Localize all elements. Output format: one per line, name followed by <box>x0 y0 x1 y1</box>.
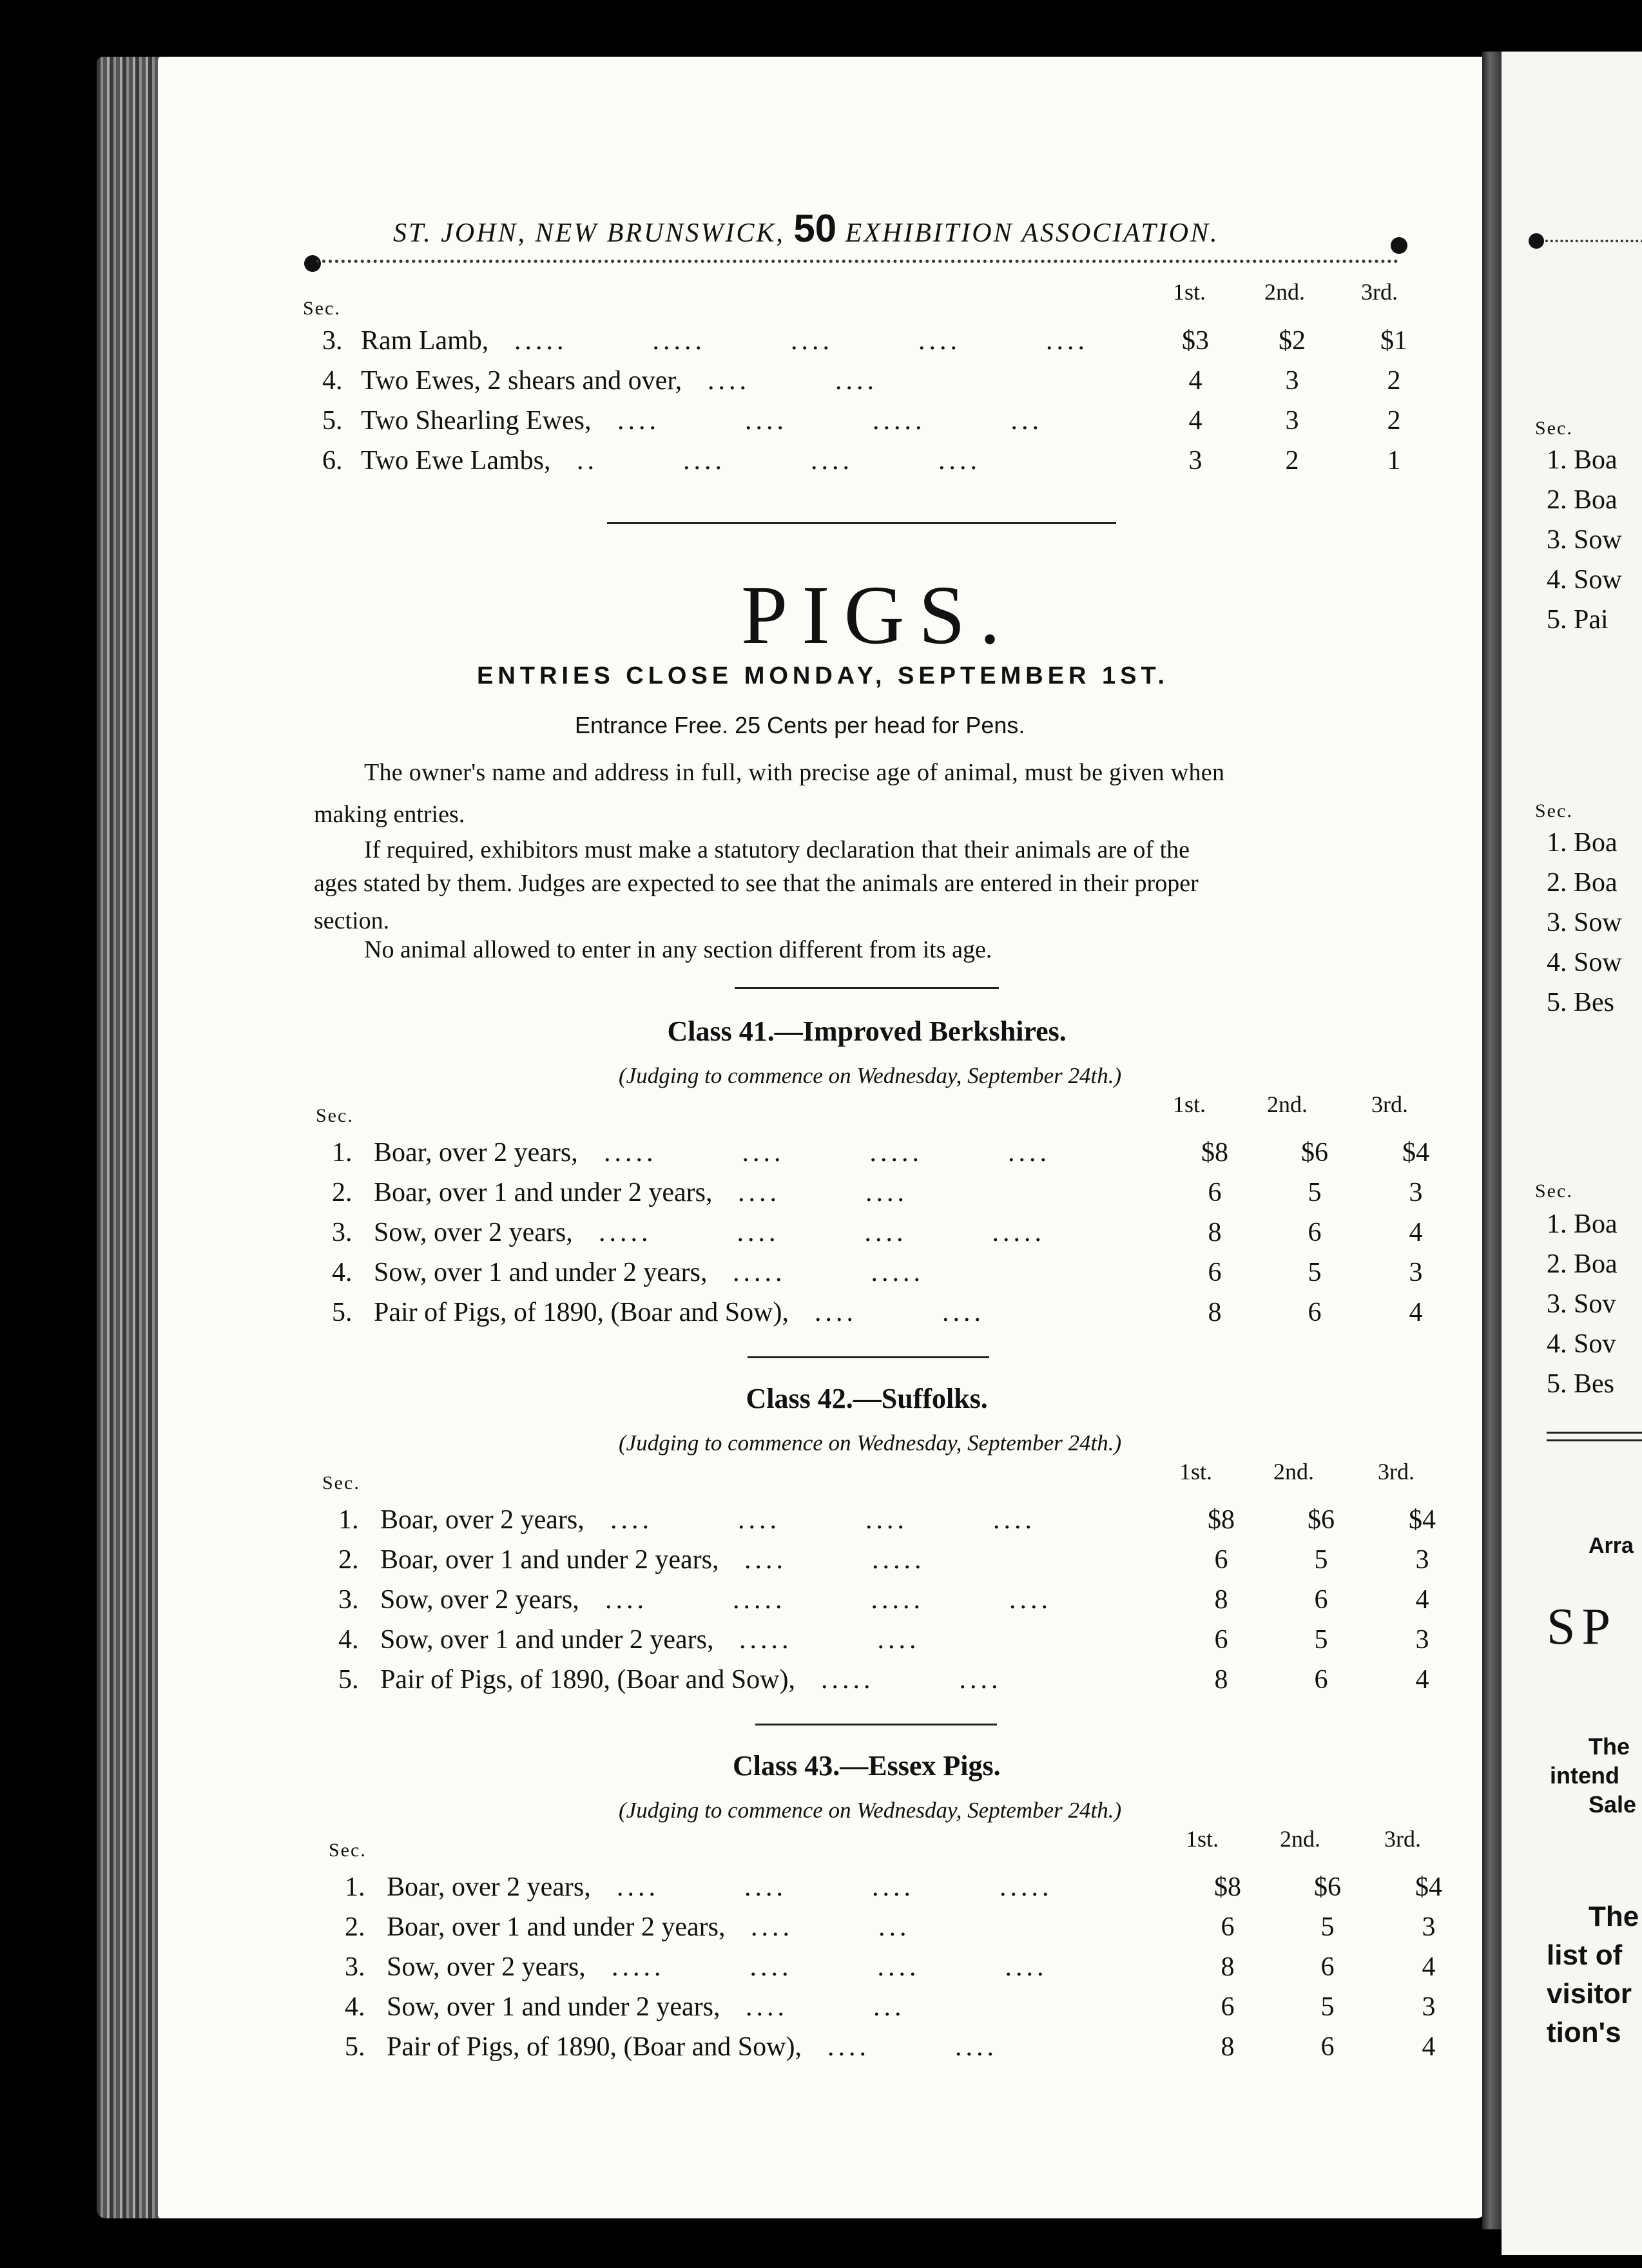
prize-third: 4 <box>1415 1585 1429 1615</box>
prize-second: 5 <box>1314 1545 1328 1575</box>
prize-second: $2 <box>1279 326 1306 356</box>
text-fragment: Sale <box>1589 1791 1637 1818</box>
book-spine <box>1482 52 1502 2229</box>
leader-dots: .... ... <box>746 1992 905 2022</box>
text-fragment: visitor <box>1547 1978 1632 2010</box>
entry-label: Sow, over 1 and under 2 years, <box>387 1992 720 2022</box>
list-item: 1. Boa <box>1547 1209 1618 1239</box>
leader-dots: .... .... .... .... <box>610 1505 1036 1535</box>
section-number: 1. <box>345 1872 365 1902</box>
section-number: 5. <box>322 406 343 436</box>
prize-third: 3 <box>1409 1178 1423 1207</box>
entry-label: Pair of Pigs, of 1890, (Boar and Sow), <box>380 1665 795 1695</box>
leader-dots: .. .... .... .... <box>577 446 981 476</box>
section-number: 1. <box>338 1505 359 1535</box>
list-item: 1. Boa <box>1547 445 1618 475</box>
prize-second: 3 <box>1285 406 1299 436</box>
paragraph-line: section. <box>314 907 390 934</box>
paragraph-line: The owner's name and address in full, with precise age of animal, must be given when <box>364 759 1225 786</box>
prize-first: $3 <box>1182 326 1209 356</box>
paragraph-line: No animal allowed to enter in any section different from its age. <box>364 936 992 963</box>
entry-label: Two Ewe Lambs, <box>361 446 551 476</box>
header-dot-icon <box>304 255 321 272</box>
list-item: 3. Sov <box>1547 1289 1616 1319</box>
entry-label: Sow, over 1 and under 2 years, <box>380 1625 714 1655</box>
entry-label: Two Shearling Ewes, <box>361 406 592 436</box>
prize-third: 3 <box>1409 1258 1423 1287</box>
list-item: 2. Boa <box>1547 485 1618 515</box>
prize-second: 5 <box>1308 1178 1322 1207</box>
class-title: Class 41.—Improved Berkshires. <box>667 1015 1067 1047</box>
prize-first: 8 <box>1221 2032 1235 2062</box>
section-number: 2. <box>338 1545 359 1575</box>
text-fragment: list of <box>1547 1939 1623 1971</box>
entry-label: Boar, over 1 and under 2 years, <box>387 1912 726 1942</box>
paragraph-line: ages stated by them. Judges are expected to see that the animals are entered in their proper <box>314 870 1199 897</box>
list-item: 3. Sow <box>1547 908 1622 937</box>
prize-second: 5 <box>1308 1258 1322 1287</box>
sec-label: Sec. <box>322 1472 360 1494</box>
list-item: 4. Sov <box>1547 1329 1616 1359</box>
section-number: 3. <box>345 1952 365 1982</box>
sec-label: Sec. <box>1535 418 1573 439</box>
prize-third: 4 <box>1422 1952 1436 1982</box>
entry-label: Pair of Pigs, of 1890, (Boar and Sow), <box>387 2032 802 2062</box>
entry-label: Boar, over 2 years, <box>380 1505 584 1535</box>
prize-third: 1 <box>1387 446 1401 476</box>
entry-label: Boar, over 1 and under 2 years, <box>374 1178 713 1207</box>
entry-label: Ram Lamb, <box>361 326 489 356</box>
prize-second: $6 <box>1308 1505 1335 1535</box>
prize-first: 4 <box>1188 406 1203 436</box>
prize-first: 8 <box>1208 1298 1222 1327</box>
prize-first: 6 <box>1214 1545 1228 1575</box>
paragraph-line: If required, exhibitors must make a statutory declaration that their animals are of the <box>364 836 1190 863</box>
header-dot-icon <box>1391 237 1407 254</box>
leader-dots: .... ... <box>751 1912 911 1942</box>
prize-first: 6 <box>1208 1178 1222 1207</box>
prize-first: 6 <box>1221 1992 1235 2022</box>
prize-second: 6 <box>1320 1952 1335 1982</box>
entry-label: Two Ewes, 2 shears and over, <box>361 366 682 396</box>
running-header <box>393 206 1219 251</box>
col-header-3rd: 3rd. <box>1371 1091 1408 1117</box>
prize-third: 4 <box>1409 1298 1423 1327</box>
entry-label: Sow, over 2 years, <box>374 1218 573 1247</box>
page-number: 50 <box>793 207 837 250</box>
leader-dots: .... ..... ..... .... <box>605 1585 1052 1615</box>
list-item: 5. Bes <box>1547 988 1614 1017</box>
col-header-2nd: 2nd. <box>1267 1091 1308 1117</box>
leader-dots: ..... ..... <box>733 1258 924 1287</box>
entry-label: Boar, over 2 years, <box>387 1872 591 1902</box>
col-header-3rd: 3rd. <box>1378 1459 1415 1485</box>
section-number: 5. <box>345 2032 365 2062</box>
prize-first: 8 <box>1214 1665 1228 1695</box>
prize-third: 3 <box>1415 1625 1429 1655</box>
list-item: 4. Sow <box>1547 565 1622 595</box>
col-header-2nd: 2nd. <box>1280 1826 1320 1852</box>
entry-label: Sow, over 2 years, <box>387 1952 586 1982</box>
prize-first: 3 <box>1188 446 1203 476</box>
list-item: 1. Boa <box>1547 828 1618 858</box>
prize-third: 3 <box>1422 1992 1436 2022</box>
prize-second: 3 <box>1285 366 1299 396</box>
judging-note: (Judging to commence on Wednesday, September 24th.) <box>619 1798 1122 1823</box>
list-item: 2. Boa <box>1547 868 1618 898</box>
prize-first: 8 <box>1214 1585 1228 1615</box>
leader-dots: .... .... <box>815 1298 985 1327</box>
prize-third: 4 <box>1422 2032 1436 2062</box>
heading-fragment: SP <box>1547 1599 1617 1655</box>
col-header-1st: 1st. <box>1173 1091 1206 1117</box>
header-dot-icon <box>1529 233 1544 249</box>
leader-dots: .... .... <box>738 1178 908 1207</box>
col-header-2nd: 2nd. <box>1273 1459 1314 1485</box>
list-item: 5. Bes <box>1547 1369 1614 1399</box>
prize-second: 6 <box>1308 1218 1322 1247</box>
book-edge-left <box>97 57 161 2218</box>
sec-label: Sec. <box>316 1105 354 1126</box>
entry-label: Boar, over 1 and under 2 years, <box>380 1545 719 1575</box>
header-rule <box>316 260 1398 263</box>
leader-dots: ..... .... ..... .... <box>604 1138 1050 1168</box>
section-number: 4. <box>338 1625 359 1655</box>
prize-first: $8 <box>1208 1505 1235 1535</box>
col-header-1st: 1st. <box>1179 1459 1213 1485</box>
entries-close-notice: ENTRIES CLOSE MONDAY, SEPTEMBER 1ST. <box>477 662 1170 689</box>
prize-third: 3 <box>1415 1545 1429 1575</box>
leader-dots: ..... .... .... ..... <box>599 1218 1045 1247</box>
prize-first: 4 <box>1188 366 1203 396</box>
section-number: 3. <box>332 1218 353 1247</box>
prize-second: $6 <box>1301 1138 1328 1168</box>
entry-label: Sow, over 2 years, <box>380 1585 579 1615</box>
header-left: ST. JOHN, NEW BRUNSWICK, <box>393 218 785 248</box>
sec-label: Sec. <box>329 1840 367 1861</box>
prize-third: 4 <box>1409 1218 1423 1247</box>
prize-third: 3 <box>1422 1912 1436 1942</box>
divider <box>748 1356 989 1358</box>
paragraph-line: making entries. <box>314 801 465 828</box>
entrance-notice: Entrance Free. 25 Cents per head for Pens. <box>575 712 1025 738</box>
prize-first: 8 <box>1221 1952 1235 1982</box>
entry-label: Sow, over 1 and under 2 years, <box>374 1258 708 1287</box>
col-header-1st: 1st. <box>1173 279 1206 305</box>
prize-second: 5 <box>1314 1625 1328 1655</box>
class-title: Class 43.—Essex Pigs. <box>733 1750 1001 1782</box>
prize-third: $4 <box>1415 1872 1442 1902</box>
prize-first: $8 <box>1214 1872 1241 1902</box>
leader-dots: .... .... <box>827 2032 998 2062</box>
leader-dots: ..... .... <box>739 1625 920 1655</box>
prize-second: 2 <box>1285 446 1299 476</box>
leader-dots: ..... .... .... .... <box>612 1952 1048 1982</box>
prize-second: 5 <box>1320 1992 1335 2022</box>
col-header-1st: 1st. <box>1186 1826 1219 1852</box>
section-number: 5. <box>332 1298 353 1327</box>
prize-first: 8 <box>1208 1218 1222 1247</box>
prize-second: 5 <box>1320 1912 1335 1942</box>
section-number: 3. <box>322 326 343 356</box>
judging-note: (Judging to commence on Wednesday, September 24th.) <box>619 1430 1122 1456</box>
class-title: Class 42.—Suffolks. <box>746 1383 988 1414</box>
prize-third: $4 <box>1409 1505 1436 1535</box>
divider <box>1547 1432 1642 1434</box>
col-header-2nd: 2nd. <box>1264 279 1305 305</box>
divider <box>755 1724 997 1725</box>
section-number: 3. <box>338 1585 359 1615</box>
prize-first: 6 <box>1214 1625 1228 1655</box>
section-number: 2. <box>332 1178 353 1207</box>
leader-dots: .... .... ..... ... <box>617 406 1043 436</box>
section-number: 5. <box>338 1665 359 1695</box>
section-number: 6. <box>322 446 343 476</box>
divider <box>1547 1439 1642 1441</box>
section-number: 1. <box>332 1138 353 1168</box>
leader-dots: .... .... <box>708 366 878 396</box>
col-header-3rd: 3rd. <box>1361 279 1398 305</box>
prize-first: 6 <box>1221 1912 1235 1942</box>
text-fragment: Arra <box>1589 1533 1634 1558</box>
prize-second: 6 <box>1314 1665 1328 1695</box>
section-number: 4. <box>332 1258 353 1287</box>
prize-third: 2 <box>1387 406 1401 436</box>
prize-third: $4 <box>1402 1138 1429 1168</box>
leader-dots: .... .... .... ..... <box>617 1872 1053 1902</box>
list-item: 2. Boa <box>1547 1249 1618 1279</box>
prize-third: $1 <box>1380 326 1407 356</box>
section-number: 4. <box>345 1992 365 2022</box>
prize-second: 6 <box>1320 2032 1335 2062</box>
entry-label: Boar, over 2 years, <box>374 1138 578 1168</box>
list-item: 3. Sow <box>1547 525 1622 555</box>
judging-note: (Judging to commence on Wednesday, September 24th.) <box>619 1063 1122 1088</box>
page-title: PIGS. <box>741 569 1015 662</box>
divider <box>607 522 1116 524</box>
leader-dots: ..... .... <box>821 1665 1002 1695</box>
section-number: 4. <box>322 366 343 396</box>
prize-third: 4 <box>1415 1665 1429 1695</box>
divider <box>735 987 999 989</box>
leader-dots: ..... ..... .... .... .... <box>514 326 1088 356</box>
leader-dots: .... ..... <box>744 1545 925 1575</box>
adjacent-page <box>1502 52 1642 2255</box>
sec-label: Sec. <box>303 298 341 319</box>
prize-third: 2 <box>1387 366 1401 396</box>
header-right: EXHIBITION ASSOCIATION. <box>845 218 1219 248</box>
prize-first: $8 <box>1201 1138 1228 1168</box>
prize-second: 6 <box>1314 1585 1328 1615</box>
text-fragment: The <box>1589 1733 1630 1760</box>
sec-label: Sec. <box>1535 1180 1573 1202</box>
section-number: 2. <box>345 1912 365 1942</box>
prize-second: $6 <box>1314 1872 1341 1902</box>
text-fragment: The <box>1589 1901 1639 1932</box>
text-fragment: tion's <box>1547 2017 1621 2048</box>
list-item: 4. Sow <box>1547 948 1622 977</box>
col-header-3rd: 3rd. <box>1384 1826 1421 1852</box>
entry-label: Pair of Pigs, of 1890, (Boar and Sow), <box>374 1298 789 1327</box>
list-item: 5. Pai <box>1547 605 1608 635</box>
sec-label: Sec. <box>1535 800 1573 822</box>
prize-first: 6 <box>1208 1258 1222 1287</box>
text-fragment: intend <box>1550 1762 1619 1789</box>
prize-second: 6 <box>1308 1298 1322 1327</box>
header-rule <box>1545 240 1642 242</box>
